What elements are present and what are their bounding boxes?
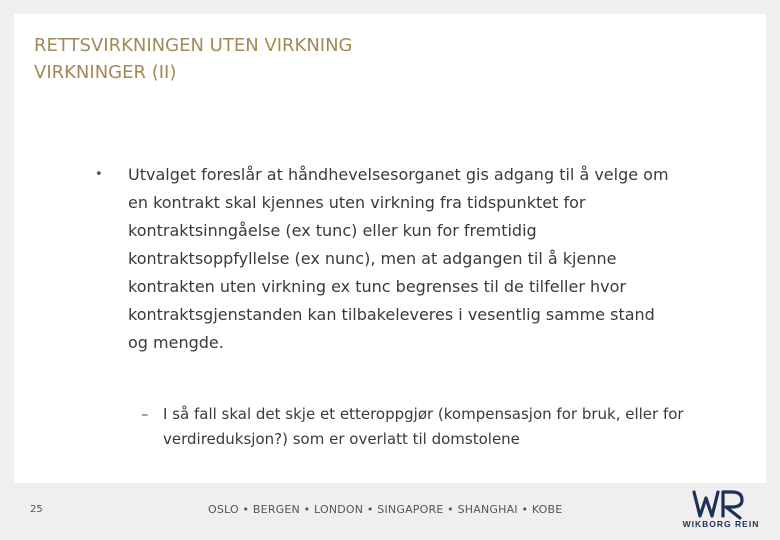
slide-title-line-2: VIRKNINGER (II) xyxy=(34,62,177,83)
main-bullet-line: en kontrakt skal kjennes uten virkning fra tidspunktet for xyxy=(128,193,586,212)
slide-title xyxy=(34,32,353,86)
sub-bullet-text xyxy=(163,402,684,452)
main-bullet-line: kontraktsoppfyllelse (ex nunc), men at adgangen til å kjenne xyxy=(128,249,617,268)
main-bullet-line: kontrakten uten virkning ex tunc begrenses til de tilfeller hvor xyxy=(128,277,626,296)
main-bullet-line: og mengde. xyxy=(128,333,224,352)
sub-bullet-line: I så fall skal det skje et etteroppgjør (kompensasjon for bruk, eller for xyxy=(163,405,684,423)
slide-title-line-1: RETTSVIRKNINGEN UTEN VIRKNING xyxy=(34,35,353,56)
main-bullet-line: kontraktsinngåelse (ex tunc) eller kun for fremtidig xyxy=(128,221,537,240)
dash-icon: – xyxy=(141,405,149,423)
footer-office-locations: OSLO • BERGEN • LONDON • SINGAPORE • SHANGHAI • KOBE xyxy=(208,503,563,516)
main-bullet-line: Utvalget foreslår at håndhevelsesorganet gis adgang til å velge om xyxy=(128,165,669,184)
page-number: 25 xyxy=(30,504,43,515)
bullet-dot-icon: • xyxy=(95,167,103,182)
wr-monogram-icon xyxy=(676,488,766,520)
logo-wordmark: WIKBORG REIN xyxy=(682,519,760,529)
sub-bullet-line: verdireduksjon?) som er overlatt til domstolene xyxy=(163,430,520,448)
wikborg-rein-logo xyxy=(676,488,766,532)
main-bullet-text xyxy=(128,161,738,357)
main-bullet-line: kontraktsgjenstanden kan tilbakeleveres i vesentlig samme stand xyxy=(128,305,655,324)
